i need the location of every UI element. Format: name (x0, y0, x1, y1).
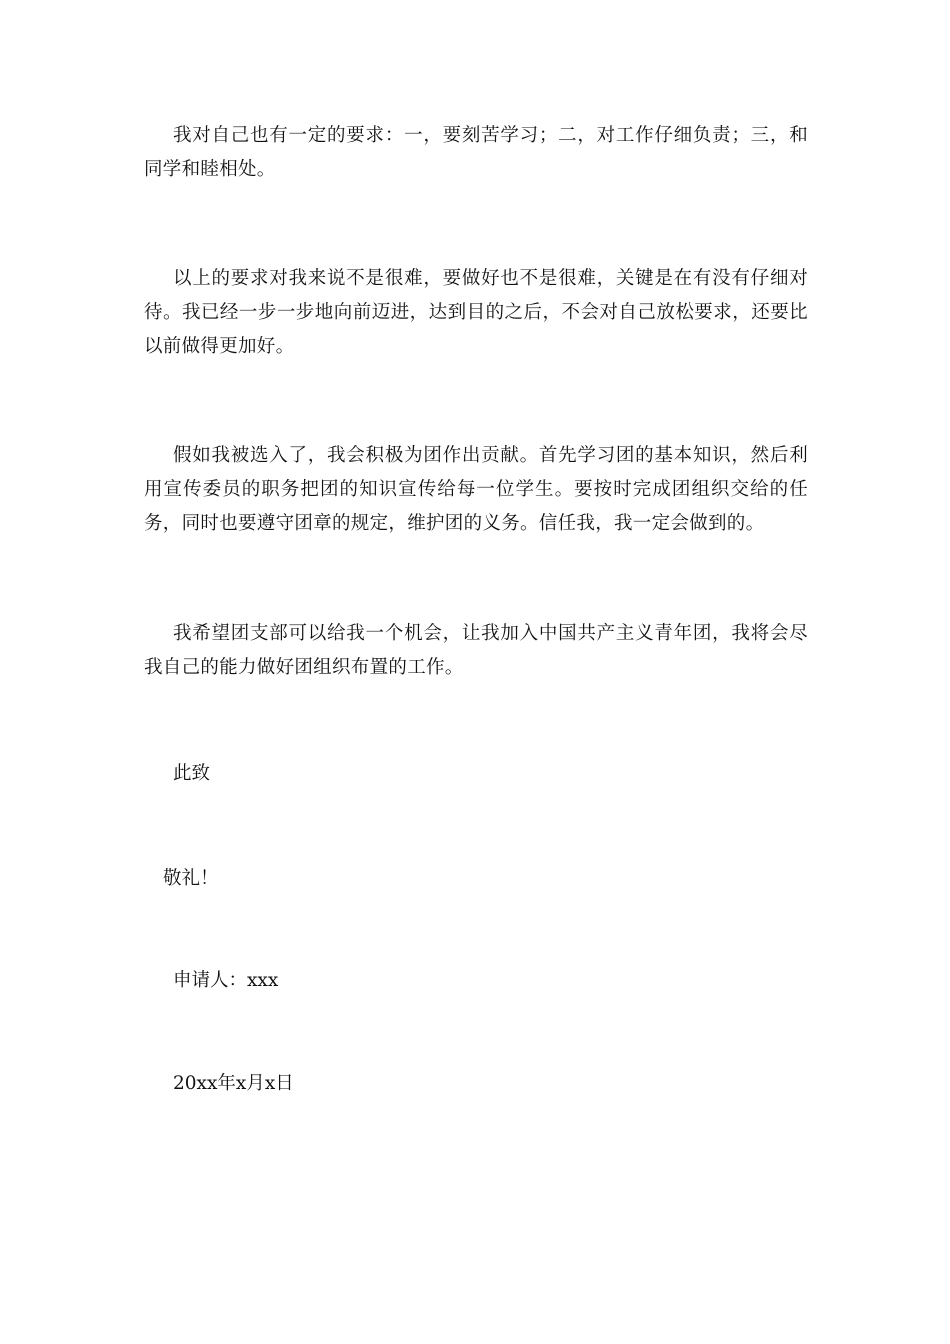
salutation: 敬礼！ (163, 868, 219, 889)
body-paragraph: 以上的要求对我来说不是很难，要做好也不是很难，关键是在有没有仔细对待。我已经一步一步地向前迈进，达到目的之后，不会对自己放松要求，还要比以前做得更加好。 (144, 268, 808, 357)
signature-date: 20xx年x月x日 (173, 1073, 294, 1094)
body-paragraph: 我对自己也有一定的要求：一，要刻苦学习；二，对工作仔细负责；三，和同学和睦相处。 (144, 125, 808, 180)
body-paragraph: 我希望团支部可以给我一个机会，让我加入中国共产主义青年团，我将会尽我自己的能力做好团组织布置的工作。 (144, 623, 808, 678)
body-paragraph: 假如我被选入了，我会积极为团作出贡献。首先学习团的基本知识，然后利用宣传委员的职务把团的知识宣传给每一位学生。要按时完成团组织交给的任务，同时也要遵守团章的规定，维护团的义务。信任我，我一定会做到的。 (144, 445, 808, 534)
applicant-signature: 申请人：xxx (173, 970, 279, 991)
closing-phrase: 此致 (173, 763, 211, 784)
